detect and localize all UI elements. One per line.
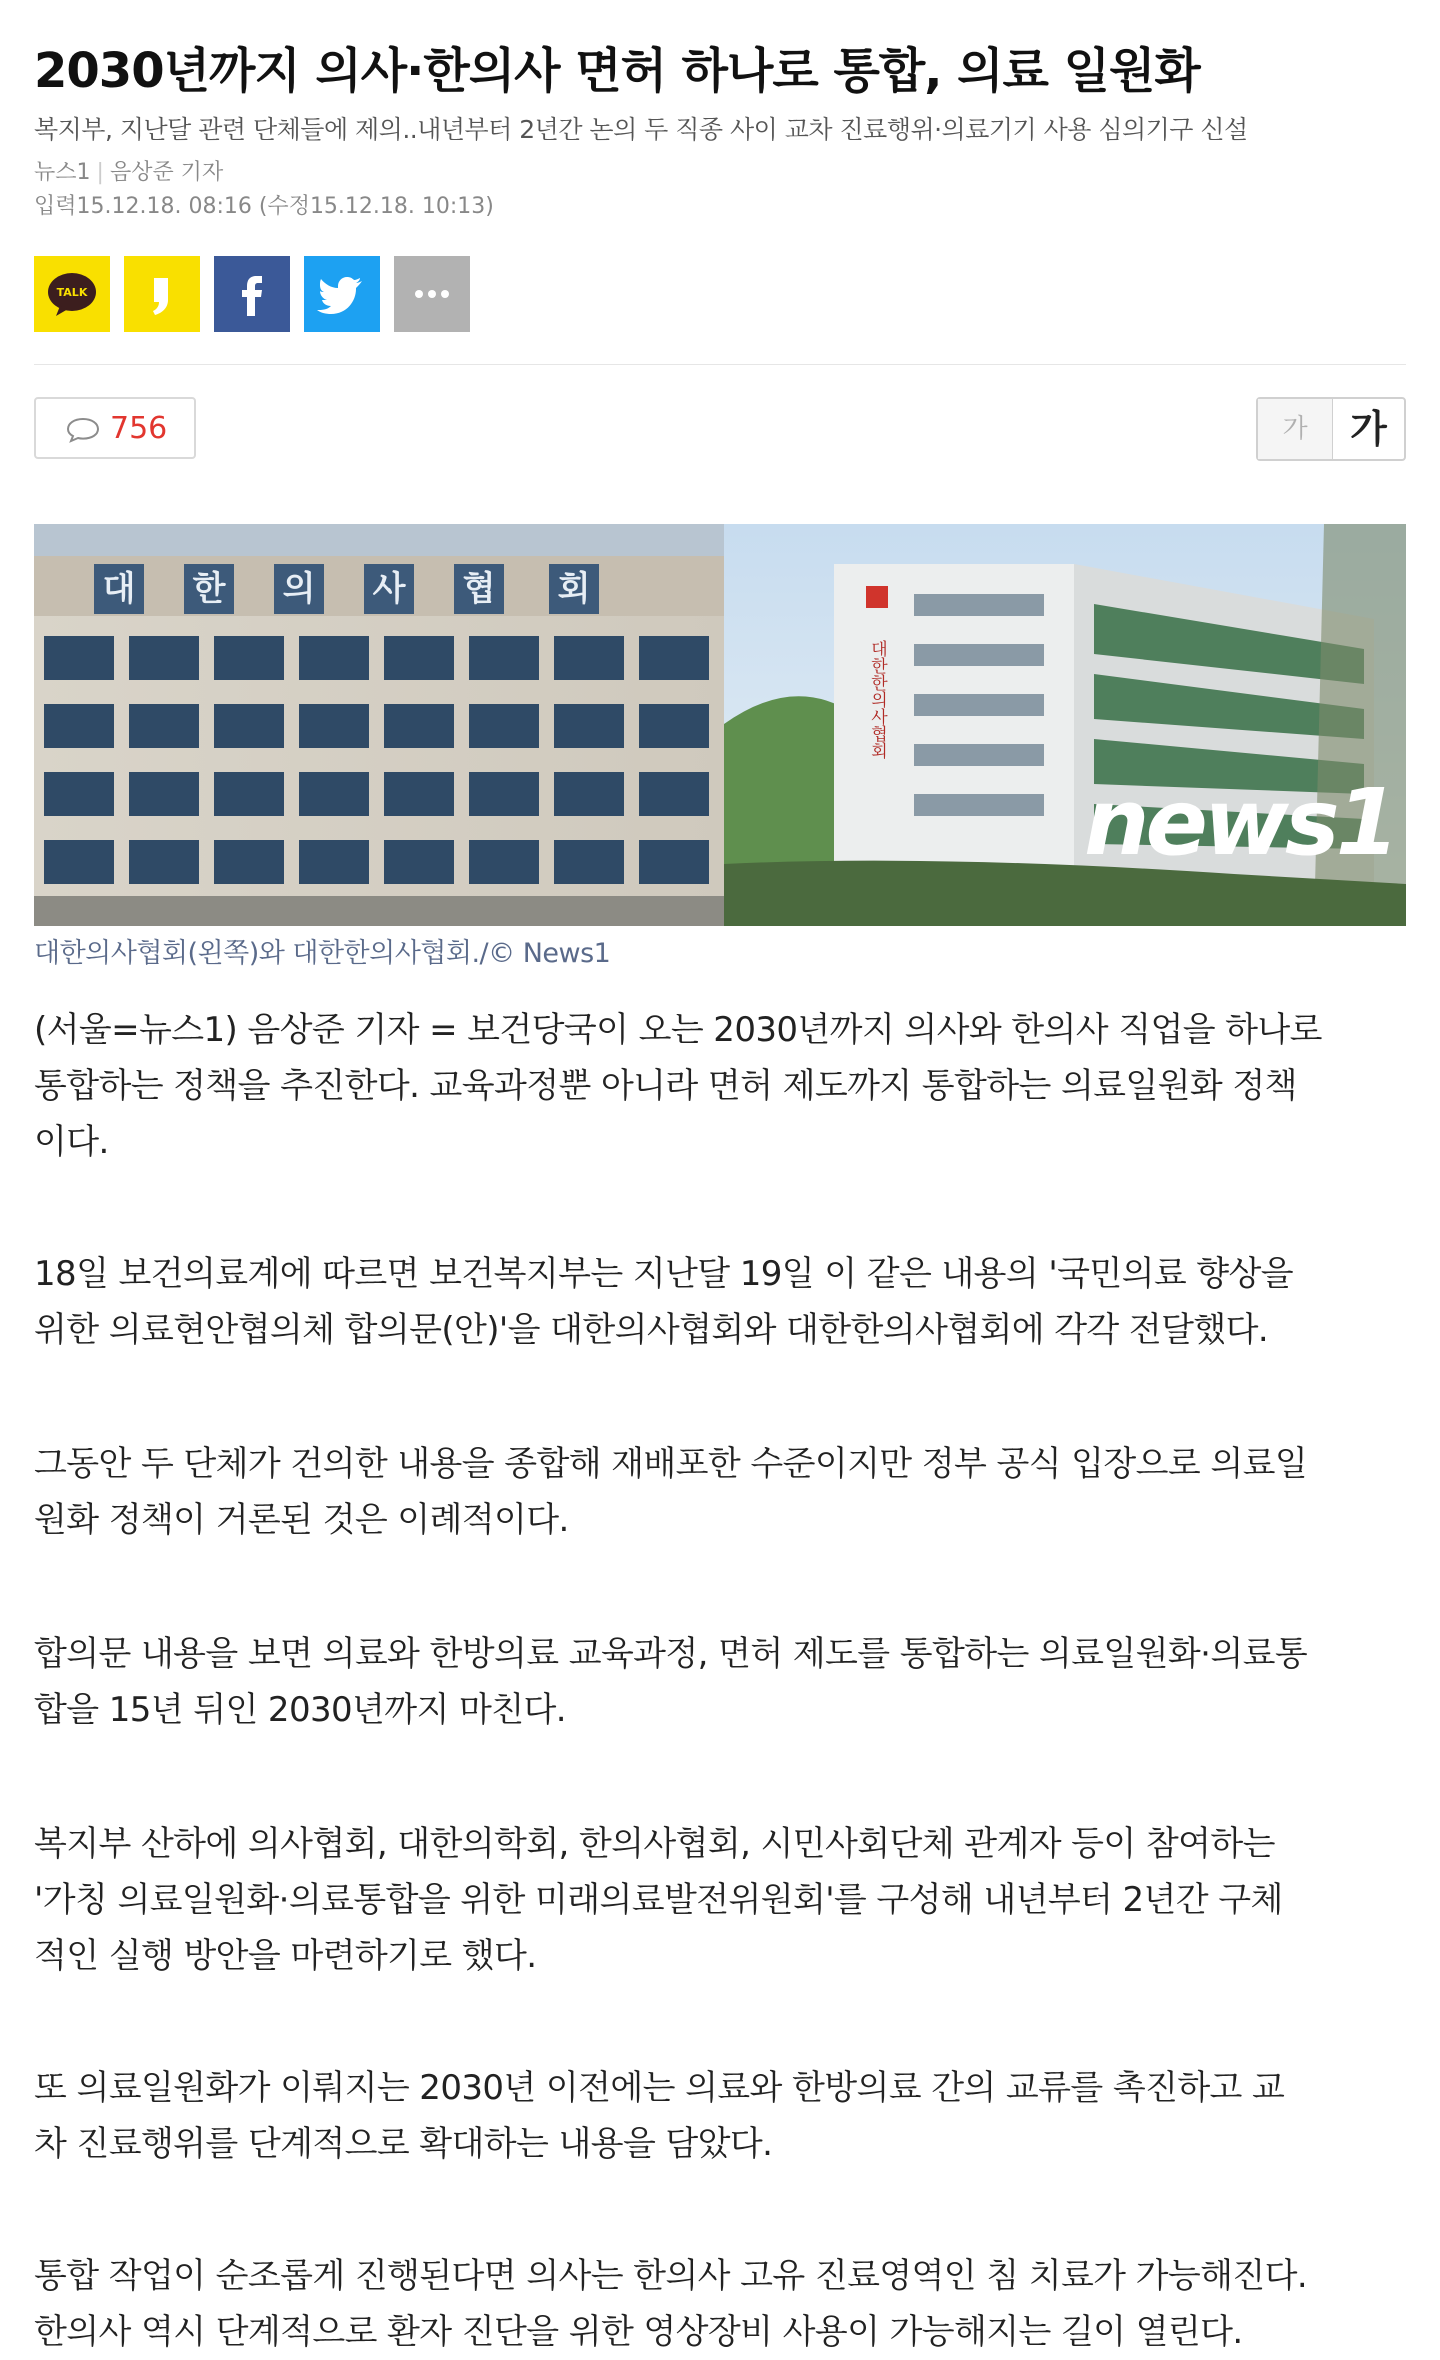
comment-count: 756 bbox=[110, 411, 168, 446]
font-size-large-button[interactable]: 가 bbox=[1350, 407, 1387, 451]
news-source[interactable]: 뉴스1 bbox=[34, 160, 91, 185]
paragraph-line: 위한 의료현안협의체 합의문(안)'을 대한의사협회와 대한한의사협회에 각각 전달했다. bbox=[34, 1310, 1269, 1350]
twitter-share-button[interactable] bbox=[304, 256, 380, 332]
paragraph-line: 차 진료행위를 단계적으로 확대하는 내용을 담았다. bbox=[34, 2124, 773, 2164]
paragraph-line: 합을 15년 뒤인 2030년까지 마친다. bbox=[34, 1690, 566, 1730]
more-share-button[interactable] bbox=[394, 256, 470, 332]
kakaotalk-share-button[interactable] bbox=[34, 256, 110, 332]
right-building-sign: 대한한의사협회 bbox=[867, 640, 887, 759]
header-divider bbox=[34, 364, 1406, 365]
sign-char-3: 의 bbox=[282, 569, 316, 609]
building-photo bbox=[34, 524, 1406, 926]
kakaostory-icon bbox=[124, 256, 200, 332]
comments-button[interactable] bbox=[34, 397, 196, 459]
kakaotalk-icon bbox=[34, 256, 110, 332]
kakaotalk-label: TALK bbox=[56, 286, 88, 299]
font-size-toggle bbox=[1256, 397, 1406, 461]
reporter-name[interactable]: 음상준 기자 bbox=[109, 160, 224, 185]
paragraph-line: 통합 작업이 순조롭게 진행된다면 의사는 한의사 고유 진료영역인 침 치료가 가능해진다. bbox=[34, 2256, 1308, 2296]
sign-char-5: 협 bbox=[462, 569, 496, 609]
paragraph-line: 한의사 역시 단계적으로 환자 진단을 위한 영상장비 사용이 가능해지는 길이 열린다. bbox=[34, 2312, 1243, 2352]
paragraph-line: 원화 정책이 거론된 것은 이례적이다. bbox=[34, 1500, 569, 1540]
paragraph-2 bbox=[34, 1246, 1406, 1358]
paragraph-4 bbox=[34, 1626, 1406, 1738]
paragraph-3 bbox=[34, 1436, 1406, 1548]
photo-caption: 대한의사협회(왼쪽)와 대한한의사협회./© News1 bbox=[34, 938, 611, 969]
paragraph-line: 통합하는 정책을 추진한다. 교육과정뿐 아니라 면허 제도까지 통합하는 의료일원화 정책 bbox=[34, 1066, 1297, 1106]
facebook-icon bbox=[214, 256, 290, 332]
paragraph-line: 이다. bbox=[34, 1122, 109, 1162]
article-dates: 입력15.12.18. 08:16 (수정15.12.18. 10:13) bbox=[34, 194, 494, 219]
more-icon bbox=[394, 256, 470, 332]
byline bbox=[34, 158, 223, 188]
paragraph-line: 그동안 두 단체가 건의한 내용을 종합해 재배포한 수준이지만 정부 공식 입장으로 의료일 bbox=[34, 1444, 1308, 1484]
sign-char-4: 사 bbox=[372, 569, 406, 609]
article-title: 2030년까지 의사·한의사 면허 하나로 통합, 의료 일원화 bbox=[34, 43, 1200, 99]
article-subtitle: 복지부, 지난달 관련 단체들에 제의..내년부터 2년간 논의 두 직종 사이 교차 진료행위·의료기기 사용 심의기구 신설 bbox=[34, 115, 1248, 144]
speech-bubble-icon bbox=[66, 417, 100, 443]
facebook-share-button[interactable] bbox=[214, 256, 290, 332]
paragraph-line: 합의문 내용을 보면 의료와 한방의료 교육과정, 면허 제도를 통합하는 의료일원화·의료통 bbox=[34, 1634, 1308, 1674]
paragraph-7 bbox=[34, 2248, 1406, 2360]
paragraph-line: 적인 실행 방안을 마련하기로 했다. bbox=[34, 1936, 537, 1976]
paragraph-line: 복지부 산하에 의사협회, 대한의학회, 한의사협회, 시민사회단체 관계자 등이 참여하는 bbox=[34, 1824, 1275, 1864]
sign-char-6: 회 bbox=[557, 569, 591, 609]
news1-watermark: news1 bbox=[1084, 769, 1396, 876]
font-size-small-button[interactable]: 가 bbox=[1258, 399, 1333, 459]
paragraph-line: 18일 보건의료계에 따르면 보건복지부는 지난달 19일 이 같은 내용의 '국민의료 향상을 bbox=[34, 1254, 1293, 1294]
paragraph-line: '가칭 의료일원화·의료통합을 위한 미래의료발전위원회'를 구성해 내년부터 2년간 구체 bbox=[34, 1880, 1283, 1920]
paragraph-1 bbox=[34, 1002, 1406, 1170]
paragraph-6 bbox=[34, 2060, 1406, 2172]
paragraph-line: 또 의료일원화가 이뤄지는 2030년 이전에는 의료와 한방의료 간의 교류를 촉진하고 교 bbox=[34, 2068, 1285, 2108]
twitter-icon bbox=[304, 256, 380, 332]
byline-separator: | bbox=[96, 160, 104, 185]
cross-emblem-icon bbox=[866, 586, 888, 608]
sign-char-2: 한 bbox=[192, 569, 226, 609]
article-photo[interactable] bbox=[34, 524, 1406, 926]
kakaostory-share-button[interactable] bbox=[124, 256, 200, 332]
sign-char-1: 대 bbox=[102, 569, 136, 609]
paragraph-line: (서울=뉴스1) 음상준 기자 = 보건당국이 오는 2030년까지 의사와 한의사 직업을 하나로 bbox=[34, 1010, 1322, 1050]
paragraph-5 bbox=[34, 1816, 1406, 1984]
